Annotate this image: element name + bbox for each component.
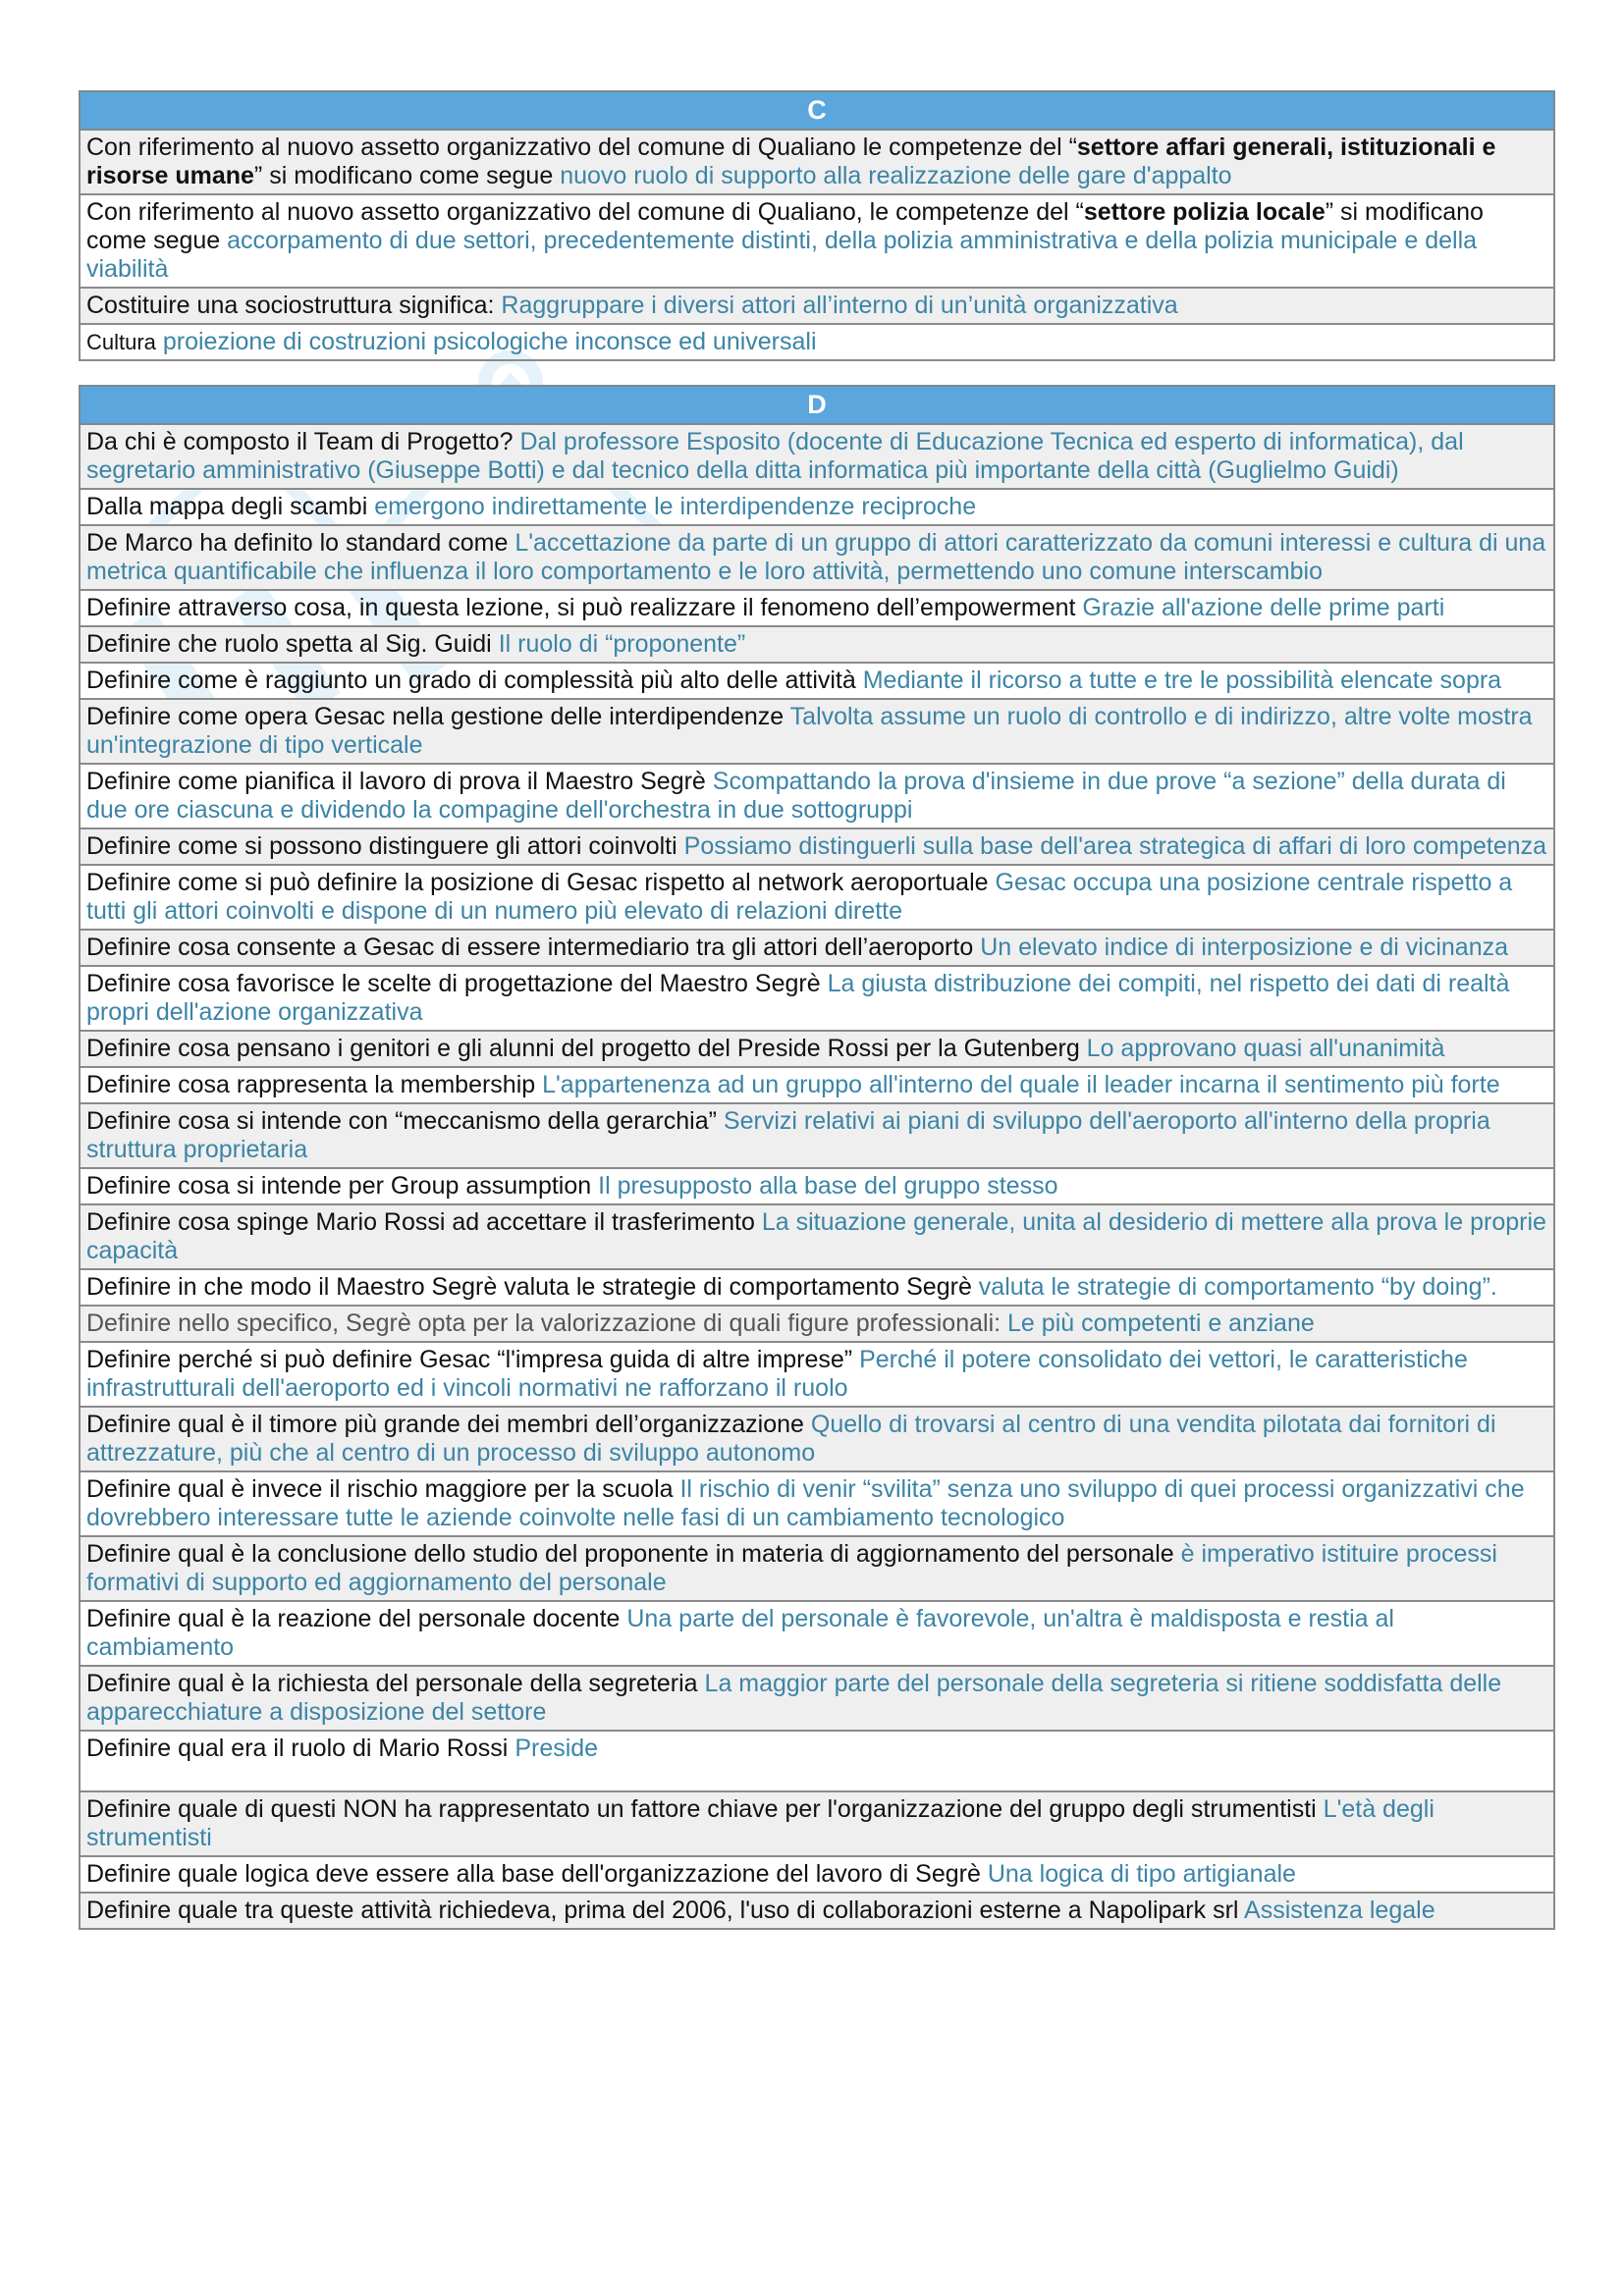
table-row: Definire cosa consente a Gesac di essere intermediario tra gli attori dell’aeroporto Un elevato indice di interposizione e di vicinanza: [80, 930, 1554, 966]
section-d-header: D: [80, 386, 1554, 424]
table-row: Definire qual è la conclusione dello studio del proponente in materia di aggiornamento del personale è imperativo istituire processi formativi di supporto ed aggiornamento del personale: [80, 1536, 1554, 1601]
table-row: De Marco ha definito lo standard come L'accettazione da parte di un gruppo di attori caratterizzato da comuni interessi e cultura di una metrica quantificabile che influenza il loro comportamento e le loro attività, permettendo uno comune interscambio: [80, 525, 1554, 590]
table-row: Definire che ruolo spetta al Sig. Guidi Il ruolo di “proponente”: [80, 626, 1554, 663]
table-row: Definire cosa si intende per Group assumption Il presupposto alla base del gruppo stesso: [80, 1168, 1554, 1204]
table-row: Cultura proiezione di costruzioni psicologiche inconsce ed universali: [80, 324, 1554, 360]
table-row: Definire cosa pensano i genitori e gli alunni del progetto del Preside Rossi per la Gutenberg Lo approvano quasi all'unanimità: [80, 1031, 1554, 1067]
table-row: Definire qual è invece il rischio maggiore per la scuola Il rischio di venir “svilita” senza uno sviluppo di quei processi organizzativi che dovrebbero interessare tutte le aziende coinvolte nelle fasi di un cambiamento tecnologico: [80, 1471, 1554, 1536]
table-row: Definire come si può definire la posizione di Gesac rispetto al network aeroportuale Gesac occupa una posizione centrale rispetto a tutti gli attori coinvolti e dispone di un numero più elevato di relazioni dirette: [80, 865, 1554, 930]
table-row: Definire in che modo il Maestro Segrè valuta le strategie di comportamento Segrè valuta le strategie di comportamento “by doing”.: [80, 1269, 1554, 1306]
table-row: Costituire una sociostruttura significa: Raggruppare i diversi attori all’interno di un’unità organizzativa: [80, 288, 1554, 324]
table-row: Definire come si possono distinguere gli attori coinvolti Possiamo distinguerli sulla base dell'area strategica di affari di loro competenza: [80, 828, 1554, 865]
table-row: Definire perché si può definire Gesac “l'impresa guida di altre imprese” Perché il potere consolidato dei vettori, le caratteristiche infrastrutturali dell'aeroporto ed i vincoli normativi ne rafforzano il ruolo: [80, 1342, 1554, 1407]
table-row: Definire nello specifico, Segrè opta per la valorizzazione di quali figure professionali: Le più competenti e anziane: [80, 1306, 1554, 1342]
table-row: Definire cosa rappresenta la membership L'appartenenza ad un gruppo all'interno del quale il leader incarna il sentimento più forte: [80, 1067, 1554, 1103]
table-row: Definire quale tra queste attività richiedeva, prima del 2006, l'uso di collaborazioni esterne a Napolipark srl Assistenza legale: [80, 1893, 1554, 1929]
table-row: Definire come è raggiunto un grado di complessità più alto delle attività Mediante il ricorso a tutte e tre le possibilità elencate sopra: [80, 663, 1554, 699]
section-d-table: [79, 385, 1555, 1930]
table-row: Definire qual è il timore più grande dei membri dell’organizzazione Quello di trovarsi al centro di una vendita pilotata dai fornitori di attrezzature, più che al centro di un processo di sviluppo autonomo: [80, 1407, 1554, 1471]
section-c-header: C: [80, 91, 1554, 130]
table-row: Definire come pianifica il lavoro di prova il Maestro Segrè Scompattando la prova d'insieme in due prove “a sezione” della durata di due ore ciascuna e dividendo la compagine dell'orchestra in due sottogruppi: [80, 764, 1554, 828]
section-c-table: [79, 90, 1555, 361]
table-row: Con riferimento al nuovo assetto organizzativo del comune di Qualiano le competenze del “settore affari generali, istituzionali e risorse umane” si modificano come segue nuovo ruolo di supporto alla realizzazione delle gare d'appalto: [80, 130, 1554, 194]
table-row: Definire quale di questi NON ha rappresentato un fattore chiave per l'organizzazione del gruppo degli strumentisti L'età degli strumentisti: [80, 1791, 1554, 1856]
table-row: Definire quale logica deve essere alla base dell'organizzazione del lavoro di Segrè Una logica di tipo artigianale: [80, 1856, 1554, 1893]
table-row: Definire cosa si intende con “meccanismo della gerarchia” Servizi relativi ai piani di sviluppo dell'aeroporto all'interno della propria struttura proprietaria: [80, 1103, 1554, 1168]
table-row: Definire qual è la richiesta del personale della segreteria La maggior parte del personale della segreteria si ritiene soddisfatta delle apparecchiature a disposizione del settore: [80, 1666, 1554, 1731]
table-row: Definire come opera Gesac nella gestione delle interdipendenze Talvolta assume un ruolo di controllo e di indirizzo, altre volte mostra un'integrazione di tipo verticale: [80, 699, 1554, 764]
table-row: Definire qual era il ruolo di Mario Rossi Preside: [80, 1731, 1554, 1791]
table-row: Definire cosa favorisce le scelte di progettazione del Maestro Segrè La giusta distribuzione dei compiti, nel rispetto dei dati di realtà propri dell'azione organizzativa: [80, 966, 1554, 1031]
table-row: Definire qual è la reazione del personale docente Una parte del personale è favorevole, un'altra è maldisposta e restia al cambiamento: [80, 1601, 1554, 1666]
table-row: Con riferimento al nuovo assetto organizzativo del comune di Qualiano, le competenze del “settore polizia locale” si modificano come segue accorpamento di due settori, precedentemente distinti, della polizia amministrativa e della polizia municipale e della viabilità: [80, 194, 1554, 288]
table-row: Definire cosa spinge Mario Rossi ad accettare il trasferimento La situazione generale, unita al desiderio di mettere alla prova le proprie capacità: [80, 1204, 1554, 1269]
table-row: Dalla mappa degli scambi emergono indirettamente le interdipendenze reciproche: [80, 489, 1554, 525]
table-row: Da chi è composto il Team di Progetto? Dal professore Esposito (docente di Educazione Tecnica ed esperto di informatica), dal segretario amministrativo (Giuseppe Botti) e dal tecnico della ditta informatica più importante della città (Guglielmo Guidi): [80, 424, 1554, 489]
table-row: Definire attraverso cosa, in questa lezione, si può realizzare il fenomeno dell’empowerment Grazie all'azione delle prime parti: [80, 590, 1554, 626]
